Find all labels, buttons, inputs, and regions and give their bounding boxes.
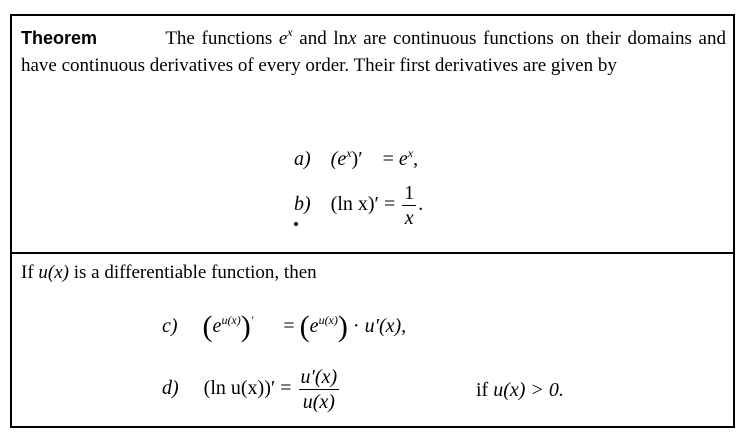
ln-text: ln xyxy=(333,28,349,49)
equation-a-rhs-base: e xyxy=(398,148,408,170)
equation-c-rhs-close: ) xyxy=(337,310,348,343)
equation-d-equals: = xyxy=(280,377,292,400)
equation-c-rhs-open: ( xyxy=(299,310,310,343)
equation-b-equals: = xyxy=(383,193,396,216)
stray-dot xyxy=(294,222,298,226)
equation-b-lhs: (ln x)′ xyxy=(330,193,379,216)
equation-a-lhs-open: (e xyxy=(330,148,347,170)
equation-a-lhs-sup: x xyxy=(346,146,352,160)
equation-c-lhs-open: ( xyxy=(202,310,213,343)
equation-d-denominator: u(x) xyxy=(302,391,335,413)
equation-c-dot: · xyxy=(352,315,360,337)
equation-d-fraction xyxy=(299,366,340,413)
theorem-statement xyxy=(21,26,726,78)
equation-b-fraction xyxy=(402,182,416,229)
theorem-heading: Theorem xyxy=(21,28,98,48)
equation-a-equals: = xyxy=(382,148,394,170)
equation-c-prime: ′ xyxy=(250,313,254,327)
equation-b-numerator: 1 xyxy=(404,182,415,204)
condition-if: If xyxy=(21,262,34,283)
intro-text-b: are continuous functions on their domains and have continuous derivatives of every order. Their first derivatives are given by xyxy=(21,28,726,76)
condition-rest: is a differentiable function, then xyxy=(73,262,317,283)
equation-a-rhs-sup: x xyxy=(407,146,414,160)
e-base: e xyxy=(278,28,288,49)
equation-a-label: a) xyxy=(294,148,311,170)
equation-d-condition xyxy=(476,379,564,402)
equation-c-rhs-base: e xyxy=(309,315,319,337)
equation-a-lhs-close: )′ xyxy=(351,148,363,170)
equation-a-rhs-tail: , xyxy=(413,148,419,170)
equation-c-lhs-base: e xyxy=(212,315,222,337)
equation-c-label: c) xyxy=(162,315,178,337)
condition-u: u(x) xyxy=(38,262,69,283)
e-exponent: x xyxy=(287,25,293,39)
equation-d-lhs: (ln u(x))′ xyxy=(203,377,276,400)
condition-text xyxy=(21,260,726,285)
intro-and: and xyxy=(299,28,327,49)
equation-d-numerator: u′(x) xyxy=(300,366,338,388)
equation-d xyxy=(162,366,341,413)
equation-b-label: b) xyxy=(294,193,311,216)
equation-b xyxy=(294,182,423,229)
section-divider xyxy=(12,252,733,254)
equation-c-equals: = xyxy=(283,315,295,337)
equation-d-cond-expr: u(x) > 0. xyxy=(493,379,564,401)
equation-b-tail: . xyxy=(418,193,424,216)
ln-arg: x xyxy=(348,28,357,49)
intro-text-a: The functions xyxy=(165,28,273,49)
equation-d-if: if xyxy=(476,379,489,401)
equation-b-denominator: x xyxy=(404,207,414,229)
equation-c xyxy=(162,310,407,343)
equation-d-label: d) xyxy=(162,377,179,400)
equation-c-rhs-tail: u′(x), xyxy=(364,315,407,337)
equation-a xyxy=(294,148,418,171)
equation-c-lhs-close: ) xyxy=(240,310,251,343)
equation-c-rhs-sup: u(x) xyxy=(318,313,338,327)
theorem-box xyxy=(10,14,735,428)
equation-c-lhs-sup: u(x) xyxy=(221,313,241,327)
